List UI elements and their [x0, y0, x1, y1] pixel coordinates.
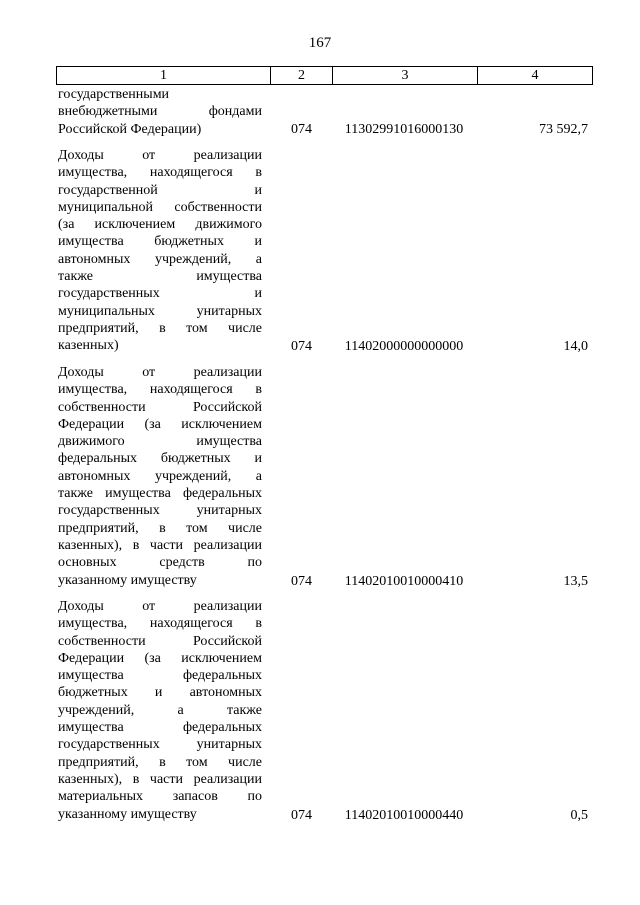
description-line: внебюджетными фондами	[58, 104, 262, 120]
row-amount: 73 592,7	[539, 121, 588, 137]
description-line: Российской Федерации)	[58, 121, 202, 137]
description-line: имущества, находящегося в	[58, 616, 262, 632]
description-line: имущества федеральных	[58, 720, 262, 736]
column-header-1: 1	[57, 67, 271, 85]
row-amount: 13,5	[563, 573, 588, 589]
description-line: собственности Российской	[58, 399, 262, 415]
description-line: казенных)	[58, 338, 119, 354]
description-line: собственности Российской	[58, 633, 262, 649]
description-line: федеральных бюджетных и	[58, 451, 262, 467]
row-admin-code: 074	[291, 573, 312, 589]
row-amount: 14,0	[563, 338, 588, 354]
description-line: Доходы от реализации	[58, 599, 262, 614]
row-classification-code: 11402000000000000	[344, 338, 464, 354]
table-row	[58, 598, 588, 824]
description-line: предприятий, в том числе	[58, 520, 262, 536]
row-description	[58, 86, 262, 138]
column-header-3: 3	[333, 67, 478, 85]
description-line: материальных запасов по	[58, 789, 262, 805]
table-row	[58, 364, 588, 590]
description-line: (за исключением движимого	[58, 217, 262, 233]
description-line: бюджетных и автономных	[58, 685, 262, 701]
column-header-row	[57, 67, 593, 85]
page-number: 167	[308, 35, 332, 51]
description-line: указанному имуществу	[58, 806, 197, 822]
description-line: основных средств по	[58, 555, 262, 571]
description-line: государственных унитарных	[58, 503, 262, 519]
row-admin-code: 074	[291, 807, 312, 823]
table-row	[58, 86, 588, 138]
description-line: автономных учреждений, а	[58, 251, 262, 267]
table-row	[58, 147, 588, 355]
description-line: имущества федеральных	[58, 668, 262, 684]
row-classification-code: 11402010010000410	[344, 573, 464, 589]
row-admin-code: 074	[291, 338, 312, 354]
column-header-table	[56, 66, 593, 85]
description-line: Федерации (за исключением	[58, 650, 262, 666]
description-line: Доходы от реализации	[58, 148, 262, 163]
description-line: Доходы от реализации	[58, 365, 262, 380]
description-line: Федерации (за исключением	[58, 416, 262, 432]
description-line: движимого имущества	[58, 434, 262, 450]
description-line: также имущества федеральных	[58, 486, 262, 502]
description-line: указанному имуществу	[58, 572, 197, 588]
description-line: имущества бюджетных и	[58, 234, 262, 250]
description-line: имущества, находящегося в	[58, 165, 262, 181]
column-header-2: 2	[271, 67, 333, 85]
description-line: муниципальных унитарных	[58, 303, 262, 319]
row-classification-code: 11302991016000130	[344, 121, 464, 137]
description-line: предприятий, в том числе	[58, 754, 262, 770]
row-classification-code: 11402010010000440	[344, 807, 464, 823]
row-admin-code: 074	[291, 121, 312, 137]
description-line: казенных), в части реализации	[58, 537, 262, 553]
row-description	[58, 147, 262, 355]
description-line: автономных учреждений, а	[58, 468, 262, 484]
row-description	[58, 598, 262, 823]
description-line: учреждений, а также	[58, 702, 262, 718]
row-amount: 0,5	[570, 807, 588, 823]
description-line: имущества, находящегося в	[58, 382, 262, 398]
description-line: государственной и	[58, 182, 262, 198]
row-description	[58, 364, 262, 589]
description-line: муниципальной собственности	[58, 199, 262, 215]
description-line: государственными	[58, 87, 170, 102]
description-line: государственных унитарных	[58, 737, 262, 753]
column-header-4: 4	[478, 67, 593, 85]
description-line: предприятий, в том числе	[58, 320, 262, 336]
description-line: также имущества	[58, 269, 262, 285]
description-line: казенных), в части реализации	[58, 771, 262, 787]
description-line: государственных и	[58, 286, 262, 302]
